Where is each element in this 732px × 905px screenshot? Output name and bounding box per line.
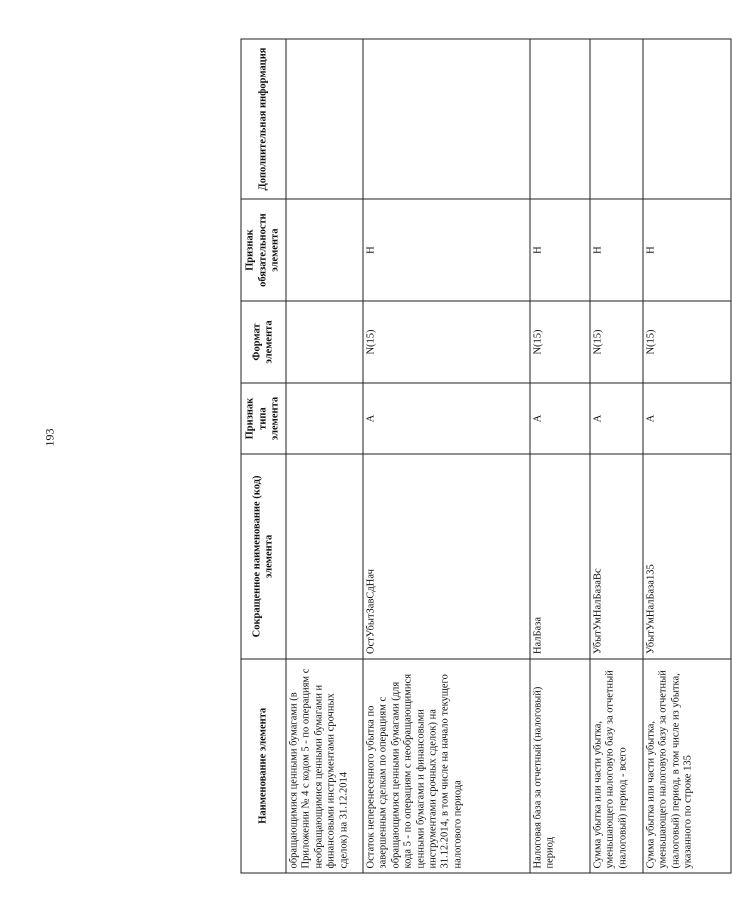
cell-code: УбытУмНалБаза135 [643, 454, 731, 658]
cell-name: Сумма убытка или части убытка, уменьшающего налоговую базу за отчетный (налоговый) период - всего [590, 659, 643, 873]
cell-type [286, 383, 363, 454]
cell-name: Налоговая база за отчетный (налоговый) период [530, 659, 590, 873]
cell-format [286, 301, 363, 383]
cell-required: Н [590, 199, 643, 301]
cell-info [643, 39, 731, 199]
element-spec-table [241, 39, 732, 874]
cell-format: N(15) [590, 301, 643, 383]
document-table-wrapper [241, 39, 731, 874]
table-row [530, 39, 590, 873]
cell-code: НалБаза [530, 454, 590, 658]
cell-info [363, 39, 530, 199]
cell-type: А [530, 383, 590, 454]
cell-code [286, 454, 363, 658]
table-row [590, 39, 643, 873]
cell-type: А [590, 383, 643, 454]
table-row [286, 39, 363, 873]
header-element-code: Сокращенное наименование (код) элемента [241, 454, 286, 658]
cell-code: УбытУмНалБазаВс [590, 454, 643, 658]
cell-code: ОстУбытЗавСдНач [363, 454, 530, 658]
cell-required [286, 199, 363, 301]
page-number-text: 193 [42, 428, 57, 446]
cell-required: Н [530, 199, 590, 301]
header-element-type: Признак типа элемента [241, 383, 286, 454]
header-additional-info: Дополнительная информация [241, 39, 286, 199]
cell-format: N(15) [363, 301, 530, 383]
cell-name: Остаток неперенесенного убытка по завершенным сделкам по операциям с обращающимися ценными бумагами (для кода 5 - по операциям с необращающимися ценными бумагами и финансовыми инструментами срочных сделок) на 31.12.2014, в том числе на начало текущего налогового периода [363, 659, 530, 873]
cell-format: N(15) [643, 301, 731, 383]
cell-info [286, 39, 363, 199]
header-element-required: Признак обязательности элемента [241, 199, 286, 301]
cell-name: обращающимися ценными бумагами (в Приложении № 4 с кодом 5 - по операциям с необращающимися ценными бумагами и финансовыми инструментами срочных сделок) на 31.12.2014 [286, 659, 363, 873]
header-element-name: Наименование элемента [241, 659, 286, 873]
cell-type: А [363, 383, 530, 454]
page-number [40, 422, 60, 452]
cell-info [590, 39, 643, 199]
table-header-row [241, 39, 286, 873]
table-row [363, 39, 530, 873]
header-element-format: Формат элемента [241, 301, 286, 383]
cell-info [530, 39, 590, 199]
table-row [643, 39, 731, 873]
cell-type: А [643, 383, 731, 454]
cell-name: Сумма убытка или части убытка, уменьшающего налоговую базу за отчетный (налоговый) период, в том числе из убытка, указанного по строке 135 [643, 659, 731, 873]
cell-required: Н [643, 199, 731, 301]
cell-required: Н [363, 199, 530, 301]
cell-format: N(15) [530, 301, 590, 383]
